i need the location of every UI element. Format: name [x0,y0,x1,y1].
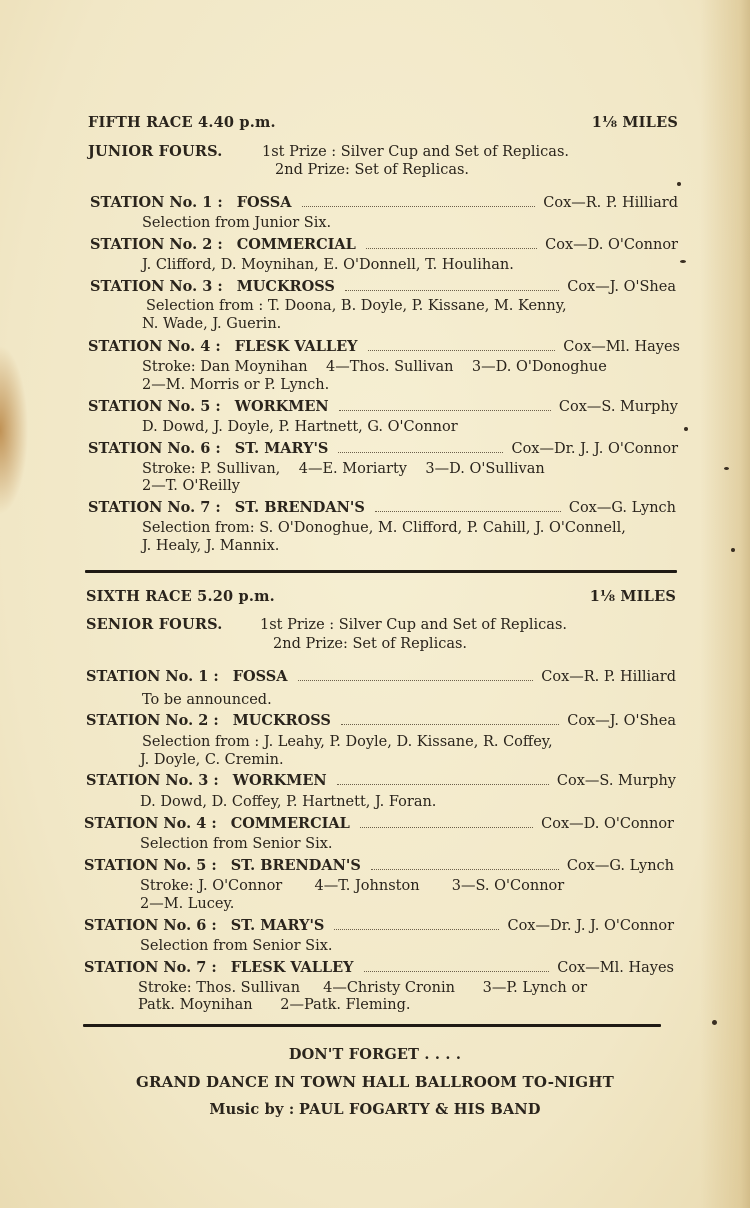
station-number: STATION No. 2 : [86,712,219,729]
paper-speck [680,260,686,263]
club-name: COMMERCIAL [230,815,350,832]
crew-line: D. Dowd, D. Coffey, P. Hartnett, J. Foran. [140,794,437,810]
prize-second: 2nd Prize: Set of Replicas. [275,162,470,178]
cox-name: Cox—Ml. Hayes [557,960,674,976]
crew-line: Selection from: S. O'Donoghue, M. Clifford, P. Cahill, J. O'Connell, [142,520,626,536]
station-number: STATION No. 6 : [84,917,217,934]
club-name: ST. BRENDAN'S [234,499,365,516]
station-row [84,857,674,875]
station-row [90,278,676,296]
club-name: COMMERCIAL [236,236,356,253]
leader-dots [364,971,550,972]
prize-second: 2nd Prize: Set of Replicas. [273,636,468,652]
crew-line: Selection from Senior Six. [140,938,333,954]
club-name: MUCKROSS [236,278,335,295]
paper-speck [724,467,729,470]
station-row [88,398,678,416]
cox-name: Cox—J. O'Shea [567,713,676,729]
crew-line: N. Wade, J. Guerin. [142,316,282,332]
prize-first: 1st Prize : Silver Cup and Set of Replicas. [260,617,567,633]
crew-line: J. Healy, J. Mannix. [142,538,280,554]
leader-dots [368,350,556,351]
station-row [84,917,674,935]
station-number: STATION No. 4 : [88,338,221,355]
crew-line: Patk. Moynihan 2—Patk. Fleming. [138,997,411,1013]
race-category: SENIOR FOURS. [86,616,223,633]
club-name: FOSSA [236,194,292,211]
station-row [86,712,676,730]
cox-name: Cox—Dr. J. J. O'Connor [507,918,674,934]
paper-speck [712,1020,717,1025]
club-name: ST. MARY'S [234,440,329,457]
cox-name: Cox—S. Murphy [556,773,676,789]
crew-line: 2—M. Lucey. [140,896,235,912]
cox-name: Cox—G. Lynch [566,858,674,874]
station-number: STATION No. 2 : [90,236,223,253]
leader-dots [339,410,551,411]
music-label: Music by : [209,1101,295,1118]
leader-dots [341,724,559,725]
leader-dots [366,248,537,249]
crew-line: 2—M. Morris or P. Lynch. [142,377,330,393]
station-row [84,959,674,977]
leader-dots [298,680,534,681]
crew-line: Selection from : J. Leahy, P. Doyle, D. Kissane, R. Coffey, [142,734,553,750]
crew-line: Stroke: J. O'Connor 4—T. Johnston 3—S. O'Connor [140,878,565,894]
station-number: STATION No. 7 : [88,499,221,516]
crew-line: D. Dowd, J. Doyle, P. Hartnett, G. O'Connor [142,419,458,435]
race-title: SIXTH RACE 5.20 p.m. [86,588,275,605]
crew-line: Stroke: Dan Moynihan 4—Thos. Sullivan 3—D. O'Donoghue [142,359,607,375]
station-number: STATION No. 5 : [88,398,221,415]
leader-dots [345,290,559,291]
station-number: STATION No. 6 : [88,440,221,457]
club-name: FOSSA [232,668,288,685]
race-distance: 1⅛ MILES [591,114,678,131]
race-distance: 1⅛ MILES [589,588,676,605]
music-credit [0,1101,750,1118]
leader-dots [371,869,559,870]
club-name: ST. BRENDAN'S [230,857,361,874]
crew-line: J. Doyle, C. Cremin. [140,752,284,768]
cox-name: Cox—S. Murphy [558,399,678,415]
station-row [88,338,680,356]
station-number: STATION No. 1 : [90,194,223,211]
station-number: STATION No. 4 : [84,815,217,832]
band-name: PAUL FOGARTY & HIS BAND [299,1101,541,1118]
section-divider [83,1024,661,1027]
station-row [86,668,676,686]
club-name: FLESK VALLEY [230,959,354,976]
paper-speck [731,548,735,552]
prize-first: 1st Prize : Silver Cup and Set of Replicas. [262,144,569,160]
station-number: STATION No. 1 : [86,668,219,685]
crew-line: To be announced. [142,692,272,708]
crew-line: Selection from Junior Six. [142,215,332,231]
cox-name: Cox—J. O'Shea [567,279,676,295]
leader-dots [337,784,549,785]
station-row [86,772,676,790]
station-number: STATION No. 7 : [84,959,217,976]
paper-speck [677,182,681,186]
station-row [90,236,678,254]
cox-name: Cox—D. O'Connor [545,237,678,253]
paper-speck [684,427,688,431]
race-category: JUNIOR FOURS. [88,143,223,160]
cox-name: Cox—R. P. Hilliard [543,195,678,211]
club-name: MUCKROSS [232,712,331,729]
crew-line: Stroke: Thos. Sullivan 4—Christy Cronin 3—P. Lynch or [138,980,588,996]
leader-dots [375,511,561,512]
station-row [88,499,676,517]
cox-name: Cox—D. O'Connor [541,816,674,832]
cox-name: Cox—G. Lynch [568,500,676,516]
crew-line: 2—T. O'Reilly [142,478,240,494]
station-row [84,815,674,833]
club-name: WORKMEN [234,398,329,415]
leader-dots [334,929,499,930]
club-name: FLESK VALLEY [234,338,358,355]
leader-dots [360,827,533,828]
station-row [88,440,678,458]
station-number: STATION No. 3 : [90,278,223,295]
crew-line: J. Clifford, D. Moynihan, E. O'Donnell, T. Houlihan. [142,257,514,273]
crew-line: Selection from : T. Doona, B. Doyle, P. Kissane, M. Kenny, [146,298,567,314]
cox-name: Cox—R. P. Hilliard [541,669,676,685]
club-name: WORKMEN [232,772,327,789]
leader-dots [302,206,536,207]
section-divider [85,570,677,573]
reminder-heading: DON'T FORGET . . . . [288,1046,462,1063]
cox-name: Cox—Dr. J. J. O'Connor [511,441,678,457]
club-name: ST. MARY'S [230,917,325,934]
crew-line: Selection from Senior Six. [140,836,333,852]
station-number: STATION No. 3 : [86,772,219,789]
crew-line: Stroke: P. Sullivan, 4—E. Moriarty 3—D. O'Sullivan [142,461,545,477]
dance-announcement: GRAND DANCE IN TOWN HALL BALLROOM TO-NIGHT [136,1073,614,1091]
station-row [90,194,678,212]
cox-name: Cox—Ml. Hayes [563,339,680,355]
leader-dots [338,452,503,453]
race-title: FIFTH RACE 4.40 p.m. [88,114,276,131]
station-number: STATION No. 5 : [84,857,217,874]
